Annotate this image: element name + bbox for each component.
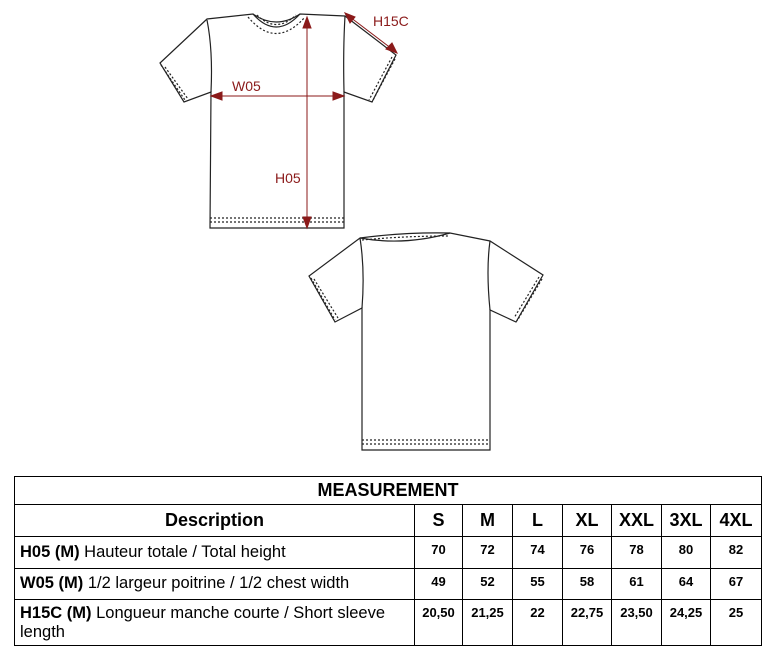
size-header-xl: XL <box>563 505 612 537</box>
table-row <box>15 568 762 599</box>
table-cell: 22 <box>513 600 563 646</box>
table-cell: 72 <box>463 537 513 568</box>
table-cell: 70 <box>415 537 463 568</box>
table-cell: 64 <box>662 568 711 599</box>
row-description <box>15 568 415 599</box>
table-cell: 22,75 <box>563 600 612 646</box>
size-header-3xl: 3XL <box>662 505 711 537</box>
table-cell: 49 <box>415 568 463 599</box>
table-cell: 23,50 <box>612 600 662 646</box>
table-title: MEASUREMENT <box>15 477 762 505</box>
table-cell: 52 <box>463 568 513 599</box>
size-header-s: S <box>415 505 463 537</box>
back-tshirt-drawing <box>309 233 543 450</box>
row-description <box>15 537 415 568</box>
table-cell: 80 <box>662 537 711 568</box>
description-header: Description <box>15 505 415 537</box>
row-description <box>15 600 415 646</box>
sleeve-dimension-label: H15C <box>373 13 409 29</box>
row-text: 1/2 largeur poitrine / 1/2 chest width <box>83 574 350 593</box>
size-header-xxl: XXL <box>612 505 662 537</box>
table-cell: 21,25 <box>463 600 513 646</box>
table-cell: 24,25 <box>662 600 711 646</box>
size-header-4xl: 4XL <box>711 505 762 537</box>
table-cell: 61 <box>612 568 662 599</box>
chest-dimension-label: W05 <box>232 78 261 94</box>
size-header-l: L <box>513 505 563 537</box>
size-header-m: M <box>463 505 513 537</box>
table-cell: 76 <box>563 537 612 568</box>
row-code: H15C (M) <box>20 603 92 622</box>
front-tshirt-drawing <box>160 14 396 228</box>
table-cell: 74 <box>513 537 563 568</box>
measurement-table <box>14 476 762 646</box>
table-cell: 25 <box>711 600 762 646</box>
table-cell: 67 <box>711 568 762 599</box>
table-cell: 58 <box>563 568 612 599</box>
row-code: W05 (M) <box>20 574 84 593</box>
row-text: Hauteur totale / Total height <box>79 543 286 562</box>
row-text: Longueur manche courte / Short sleeve length <box>20 603 386 641</box>
row-code: H05 (M) <box>20 543 80 562</box>
table-header-row <box>15 505 762 537</box>
table-cell: 55 <box>513 568 563 599</box>
length-dimension-label: H05 <box>275 170 301 186</box>
table-cell: 82 <box>711 537 762 568</box>
table-row <box>15 600 762 646</box>
table-cell: 20,50 <box>415 600 463 646</box>
table-row <box>15 537 762 568</box>
table-cell: 78 <box>612 537 662 568</box>
